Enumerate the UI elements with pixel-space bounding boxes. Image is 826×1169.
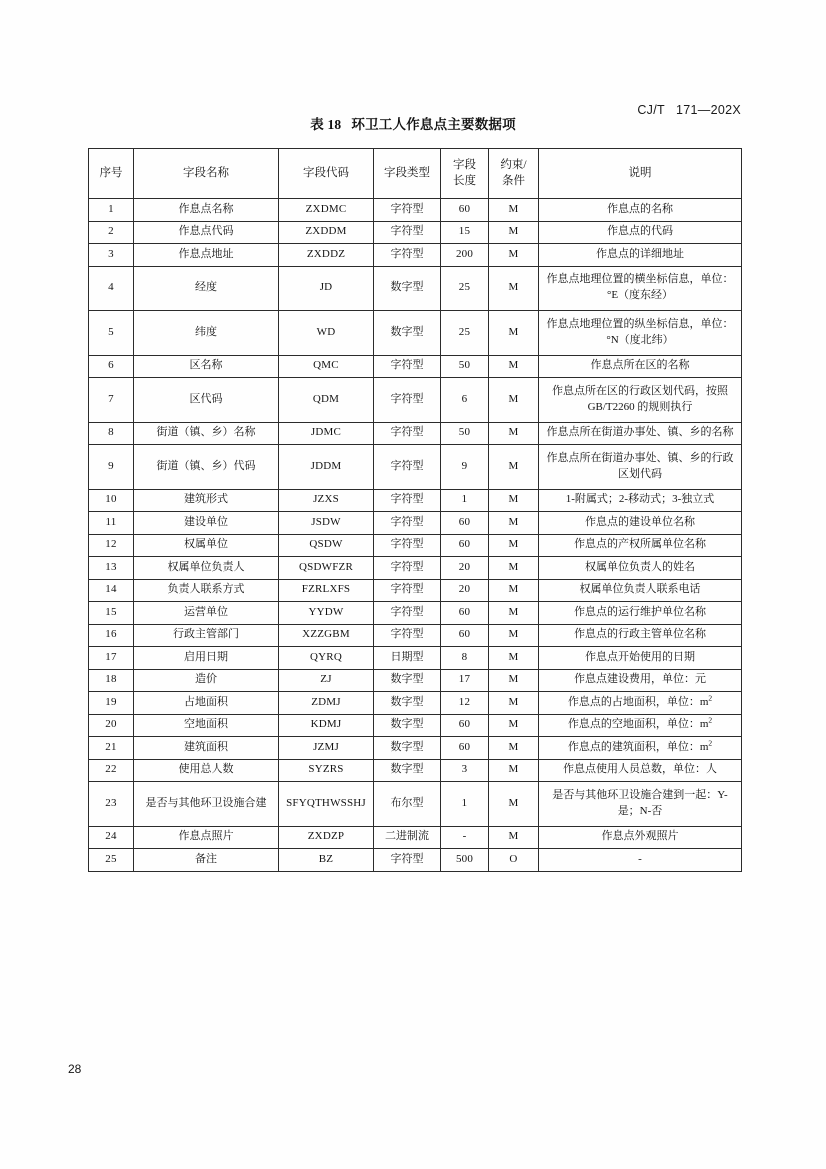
cell-description: 1-附属式；2-移动式；3-独立式 bbox=[539, 489, 742, 512]
cell-constraint: M bbox=[489, 692, 539, 715]
cell-field-code: JSDW bbox=[279, 512, 374, 535]
cell-field-code: WD bbox=[279, 311, 374, 356]
cell-sequence: 14 bbox=[89, 579, 134, 602]
cell-field-type: 字符型 bbox=[374, 624, 441, 647]
cell-constraint: M bbox=[489, 378, 539, 423]
cell-constraint: M bbox=[489, 355, 539, 378]
table-row bbox=[89, 737, 742, 760]
cell-field-length: 12 bbox=[441, 692, 489, 715]
cell-field-type: 字符型 bbox=[374, 557, 441, 580]
cell-field-name: 是否与其他环卫设施合建 bbox=[134, 782, 279, 827]
cell-field-type: 数字型 bbox=[374, 311, 441, 356]
cell-description: 作息点地理位置的纵坐标信息，单位：°N（度北纬） bbox=[539, 311, 742, 356]
cell-constraint: M bbox=[489, 624, 539, 647]
cell-description: 作息点所在区的名称 bbox=[539, 355, 742, 378]
table-caption bbox=[0, 113, 826, 133]
column-header-description: 说明 bbox=[539, 149, 742, 199]
cell-field-length: 20 bbox=[441, 579, 489, 602]
cell-constraint: M bbox=[489, 534, 539, 557]
table-row bbox=[89, 199, 742, 222]
cell-field-name: 纬度 bbox=[134, 311, 279, 356]
table-row bbox=[89, 422, 742, 445]
cell-field-type: 字符型 bbox=[374, 355, 441, 378]
cell-field-name: 负责人联系方式 bbox=[134, 579, 279, 602]
data-items-table-wrapper bbox=[88, 148, 741, 872]
cell-description: 作息点的建筑面积，单位：$m^2$ bbox=[539, 737, 742, 760]
table-row bbox=[89, 311, 742, 356]
cell-field-name: 经度 bbox=[134, 266, 279, 311]
cell-sequence: 3 bbox=[89, 244, 134, 267]
cell-sequence: 10 bbox=[89, 489, 134, 512]
page-number: 28 bbox=[68, 1062, 82, 1076]
cell-sequence: 13 bbox=[89, 557, 134, 580]
cell-field-name: 权属单位 bbox=[134, 534, 279, 557]
cell-sequence: 5 bbox=[89, 311, 134, 356]
cell-sequence: 25 bbox=[89, 849, 134, 872]
cell-description: 作息点地理位置的横坐标信息，单位：°E（度东经） bbox=[539, 266, 742, 311]
cell-sequence: 20 bbox=[89, 714, 134, 737]
cell-field-type: 字符型 bbox=[374, 422, 441, 445]
cell-field-length: 1 bbox=[441, 489, 489, 512]
cell-description: 作息点使用人员总数，单位：人 bbox=[539, 759, 742, 782]
cell-field-type: 数字型 bbox=[374, 759, 441, 782]
cell-field-code: QDM bbox=[279, 378, 374, 423]
table-row bbox=[89, 579, 742, 602]
cell-field-type: 字符型 bbox=[374, 489, 441, 512]
cell-description: 作息点所在街道办事处、镇、乡的名称 bbox=[539, 422, 742, 445]
table-row bbox=[89, 266, 742, 311]
cell-field-name: 建设单位 bbox=[134, 512, 279, 535]
cell-constraint: M bbox=[489, 557, 539, 580]
cell-field-type: 字符型 bbox=[374, 244, 441, 267]
cell-constraint: M bbox=[489, 244, 539, 267]
table-row bbox=[89, 489, 742, 512]
cell-field-code: SFYQTHWSSHJ bbox=[279, 782, 374, 827]
table-row bbox=[89, 826, 742, 849]
cell-field-length: 60 bbox=[441, 602, 489, 625]
cell-field-code: KDMJ bbox=[279, 714, 374, 737]
table-row bbox=[89, 692, 742, 715]
cell-sequence: 4 bbox=[89, 266, 134, 311]
cell-field-name: 作息点名称 bbox=[134, 199, 279, 222]
cell-field-type: 数字型 bbox=[374, 669, 441, 692]
cell-field-code: BZ bbox=[279, 849, 374, 872]
cell-description: 作息点所在区的行政区划代码，按照GB/T2260 的规则执行 bbox=[539, 378, 742, 423]
cell-description: 作息点所在街道办事处、镇、乡的行政区划代码 bbox=[539, 445, 742, 490]
table-row bbox=[89, 714, 742, 737]
cell-field-length: 50 bbox=[441, 355, 489, 378]
cell-constraint: M bbox=[489, 221, 539, 244]
cell-field-length: 15 bbox=[441, 221, 489, 244]
cell-field-length: 25 bbox=[441, 266, 489, 311]
cell-field-code: SYZRS bbox=[279, 759, 374, 782]
table-caption-text: 环卫工人作息点主要数据项 bbox=[351, 117, 516, 132]
column-header-constraint-line1: 约束/ bbox=[500, 158, 527, 171]
cell-field-type: 字符型 bbox=[374, 534, 441, 557]
cell-field-type: 字符型 bbox=[374, 221, 441, 244]
table-row bbox=[89, 557, 742, 580]
table-header-row bbox=[89, 149, 742, 199]
cell-field-length: 500 bbox=[441, 849, 489, 872]
cell-description: 作息点的详细地址 bbox=[539, 244, 742, 267]
cell-description: 作息点的名称 bbox=[539, 199, 742, 222]
table-row bbox=[89, 445, 742, 490]
cell-sequence: 17 bbox=[89, 647, 134, 670]
cell-description: 作息点的空地面积，单位：$m^2$ bbox=[539, 714, 742, 737]
cell-constraint: M bbox=[489, 737, 539, 760]
cell-field-type: 字符型 bbox=[374, 849, 441, 872]
cell-constraint: M bbox=[489, 579, 539, 602]
cell-description: 作息点的产权所属单位名称 bbox=[539, 534, 742, 557]
table-row bbox=[89, 759, 742, 782]
table-row bbox=[89, 534, 742, 557]
cell-field-type: 字符型 bbox=[374, 602, 441, 625]
cell-field-type: 二进制流 bbox=[374, 826, 441, 849]
cell-field-length: 1 bbox=[441, 782, 489, 827]
cell-field-code: FZRLXFS bbox=[279, 579, 374, 602]
table-row bbox=[89, 244, 742, 267]
cell-constraint: M bbox=[489, 714, 539, 737]
cell-description: 作息点的占地面积，单位：$m^2$ bbox=[539, 692, 742, 715]
cell-field-type: 字符型 bbox=[374, 445, 441, 490]
cell-sequence: 18 bbox=[89, 669, 134, 692]
cell-constraint: M bbox=[489, 669, 539, 692]
cell-field-name: 权属单位负责人 bbox=[134, 557, 279, 580]
cell-field-length: 200 bbox=[441, 244, 489, 267]
cell-field-name: 造价 bbox=[134, 669, 279, 692]
cell-field-name: 使用总人数 bbox=[134, 759, 279, 782]
cell-field-length: 20 bbox=[441, 557, 489, 580]
column-header-field-name: 字段名称 bbox=[134, 149, 279, 199]
column-header-field-type: 字段类型 bbox=[374, 149, 441, 199]
cell-field-type: 字符型 bbox=[374, 199, 441, 222]
data-items-table bbox=[88, 148, 742, 872]
table-caption-number: 表 18 bbox=[310, 117, 342, 132]
cell-sequence: 16 bbox=[89, 624, 134, 647]
cell-field-code: ZXDMC bbox=[279, 199, 374, 222]
cell-field-length: 9 bbox=[441, 445, 489, 490]
cell-field-name: 作息点地址 bbox=[134, 244, 279, 267]
cell-field-name: 备注 bbox=[134, 849, 279, 872]
cell-field-type: 数字型 bbox=[374, 737, 441, 760]
cell-field-code: JD bbox=[279, 266, 374, 311]
cell-field-code: ZXDZP bbox=[279, 826, 374, 849]
cell-constraint: M bbox=[489, 782, 539, 827]
cell-sequence: 1 bbox=[89, 199, 134, 222]
cell-description: 是否与其他环卫设施合建到一起：Y-是；N-否 bbox=[539, 782, 742, 827]
cell-field-code: ZXDDM bbox=[279, 221, 374, 244]
cell-field-code: YYDW bbox=[279, 602, 374, 625]
column-header-constraint bbox=[489, 149, 539, 199]
cell-sequence: 7 bbox=[89, 378, 134, 423]
cell-field-name: 街道（镇、乡）名称 bbox=[134, 422, 279, 445]
cell-description: 作息点的代码 bbox=[539, 221, 742, 244]
table-row bbox=[89, 669, 742, 692]
cell-constraint: M bbox=[489, 826, 539, 849]
column-header-seq: 序号 bbox=[89, 149, 134, 199]
cell-constraint: M bbox=[489, 512, 539, 535]
table-row bbox=[89, 782, 742, 827]
cell-description: 权属单位负责人联系电话 bbox=[539, 579, 742, 602]
cell-field-code: JZXS bbox=[279, 489, 374, 512]
cell-field-length: - bbox=[441, 826, 489, 849]
table-body bbox=[89, 199, 742, 872]
table-row bbox=[89, 849, 742, 872]
cell-field-code: JZMJ bbox=[279, 737, 374, 760]
cell-field-length: 60 bbox=[441, 534, 489, 557]
table-row bbox=[89, 221, 742, 244]
cell-sequence: 6 bbox=[89, 355, 134, 378]
cell-field-length: 8 bbox=[441, 647, 489, 670]
cell-field-name: 空地面积 bbox=[134, 714, 279, 737]
cell-sequence: 22 bbox=[89, 759, 134, 782]
table-row bbox=[89, 624, 742, 647]
column-header-field-length bbox=[441, 149, 489, 199]
cell-field-type: 字符型 bbox=[374, 579, 441, 602]
cell-field-code: QYRQ bbox=[279, 647, 374, 670]
column-header-field-length-line1: 字段 bbox=[453, 158, 476, 171]
cell-field-length: 60 bbox=[441, 737, 489, 760]
cell-sequence: 24 bbox=[89, 826, 134, 849]
cell-field-type: 布尔型 bbox=[374, 782, 441, 827]
table-header bbox=[89, 149, 742, 199]
cell-field-code: XZZGBM bbox=[279, 624, 374, 647]
cell-field-length: 50 bbox=[441, 422, 489, 445]
cell-constraint: M bbox=[489, 266, 539, 311]
cell-sequence: 9 bbox=[89, 445, 134, 490]
cell-sequence: 2 bbox=[89, 221, 134, 244]
cell-field-name: 占地面积 bbox=[134, 692, 279, 715]
cell-constraint: M bbox=[489, 602, 539, 625]
cell-field-type: 字符型 bbox=[374, 512, 441, 535]
cell-field-type: 数字型 bbox=[374, 692, 441, 715]
cell-constraint: M bbox=[489, 759, 539, 782]
column-header-constraint-line2: 条件 bbox=[502, 174, 525, 187]
cell-field-code: ZJ bbox=[279, 669, 374, 692]
cell-field-length: 17 bbox=[441, 669, 489, 692]
cell-field-code: ZXDDZ bbox=[279, 244, 374, 267]
cell-field-code: QSDWFZR bbox=[279, 557, 374, 580]
cell-field-length: 3 bbox=[441, 759, 489, 782]
table-row bbox=[89, 647, 742, 670]
cell-field-length: 60 bbox=[441, 624, 489, 647]
cell-description: 作息点的建设单位名称 bbox=[539, 512, 742, 535]
cell-field-name: 建筑面积 bbox=[134, 737, 279, 760]
column-header-field-length-line2: 长度 bbox=[453, 174, 476, 187]
cell-field-length: 6 bbox=[441, 378, 489, 423]
cell-sequence: 19 bbox=[89, 692, 134, 715]
cell-sequence: 15 bbox=[89, 602, 134, 625]
cell-sequence: 23 bbox=[89, 782, 134, 827]
cell-constraint: M bbox=[489, 311, 539, 356]
cell-field-name: 街道（镇、乡）代码 bbox=[134, 445, 279, 490]
cell-field-code: ZDMJ bbox=[279, 692, 374, 715]
cell-description: 权属单位负责人的姓名 bbox=[539, 557, 742, 580]
cell-description: 作息点开始使用的日期 bbox=[539, 647, 742, 670]
cell-field-length: 60 bbox=[441, 199, 489, 222]
cell-field-type: 数字型 bbox=[374, 714, 441, 737]
cell-field-length: 25 bbox=[441, 311, 489, 356]
cell-field-type: 数字型 bbox=[374, 266, 441, 311]
cell-field-name: 区名称 bbox=[134, 355, 279, 378]
cell-field-code: JDMC bbox=[279, 422, 374, 445]
cell-sequence: 8 bbox=[89, 422, 134, 445]
cell-constraint: M bbox=[489, 647, 539, 670]
cell-field-length: 60 bbox=[441, 714, 489, 737]
table-row bbox=[89, 602, 742, 625]
cell-constraint: M bbox=[489, 199, 539, 222]
cell-constraint: M bbox=[489, 422, 539, 445]
cell-sequence: 11 bbox=[89, 512, 134, 535]
cell-field-name: 运营单位 bbox=[134, 602, 279, 625]
cell-field-name: 区代码 bbox=[134, 378, 279, 423]
cell-sequence: 12 bbox=[89, 534, 134, 557]
cell-field-code: JDDM bbox=[279, 445, 374, 490]
table-row bbox=[89, 355, 742, 378]
cell-sequence: 21 bbox=[89, 737, 134, 760]
cell-field-name: 启用日期 bbox=[134, 647, 279, 670]
table-row bbox=[89, 512, 742, 535]
cell-description: 作息点的行政主管单位名称 bbox=[539, 624, 742, 647]
cell-field-type: 字符型 bbox=[374, 378, 441, 423]
cell-field-name: 建筑形式 bbox=[134, 489, 279, 512]
cell-field-code: QSDW bbox=[279, 534, 374, 557]
cell-field-code: QMC bbox=[279, 355, 374, 378]
document-standard-header: CJ/T 171—202X bbox=[637, 103, 741, 117]
cell-description: - bbox=[539, 849, 742, 872]
cell-description: 作息点建设费用，单位：元 bbox=[539, 669, 742, 692]
cell-field-type: 日期型 bbox=[374, 647, 441, 670]
cell-description: 作息点的运行维护单位名称 bbox=[539, 602, 742, 625]
cell-field-length: 60 bbox=[441, 512, 489, 535]
column-header-field-code: 字段代码 bbox=[279, 149, 374, 199]
cell-field-name: 作息点照片 bbox=[134, 826, 279, 849]
cell-field-name: 作息点代码 bbox=[134, 221, 279, 244]
cell-constraint: M bbox=[489, 445, 539, 490]
cell-description: 作息点外观照片 bbox=[539, 826, 742, 849]
cell-constraint: M bbox=[489, 489, 539, 512]
cell-constraint: O bbox=[489, 849, 539, 872]
table-row bbox=[89, 378, 742, 423]
cell-field-name: 行政主管部门 bbox=[134, 624, 279, 647]
